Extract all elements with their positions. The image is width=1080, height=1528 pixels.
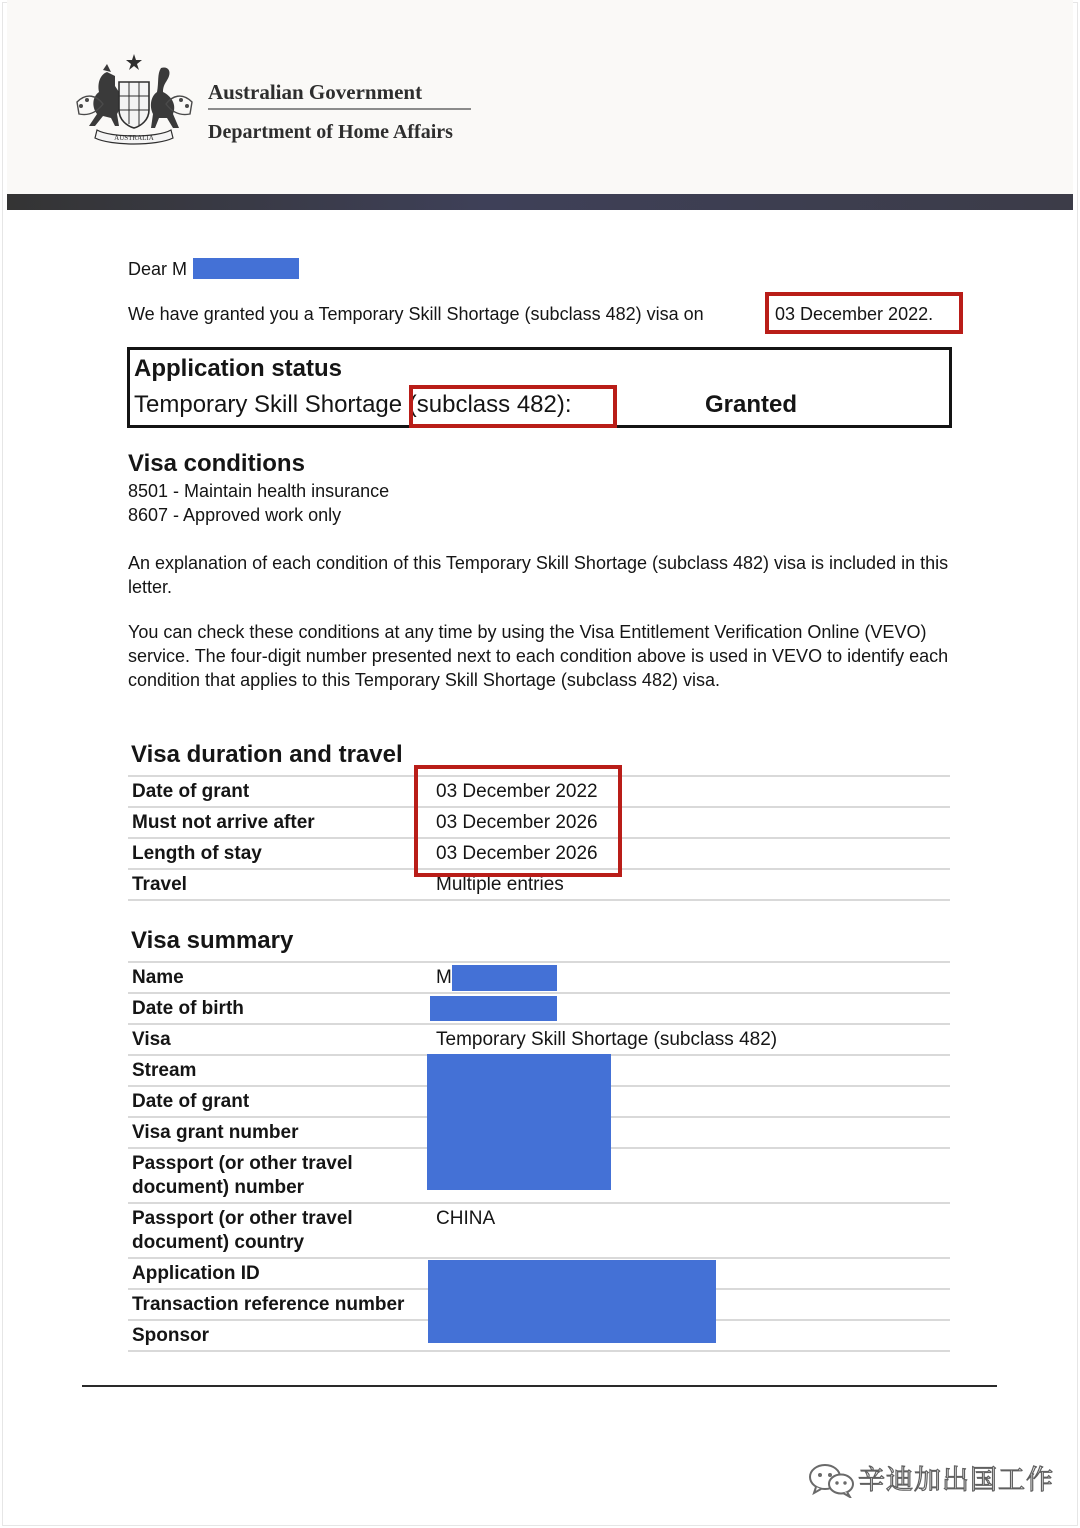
application-status-title: Application status [134, 355, 343, 382]
intro-text: We have granted you a Temporary Skill Shortage (subclass 482) visa on [128, 304, 704, 324]
crest-motto: AUSTRALIA [114, 134, 154, 142]
watermark [806, 1458, 1056, 1502]
row-label: Stream [132, 1060, 197, 1081]
row-label: Date of grant [132, 781, 250, 802]
table-row [128, 1202, 950, 1257]
conditions-explanation: An explanation of each condition of this Temporary Skill Shortage (subclass 482) visa is included in this letter. [128, 553, 949, 597]
watermark-text: 辛迪加出国工作 [858, 1465, 1054, 1495]
australian-coat-of-arms-icon [67, 52, 202, 148]
table-end-rule [128, 1350, 950, 1352]
highlight-intro-date [765, 292, 963, 334]
wechat-icon [806, 1462, 856, 1498]
row-label: Must not arrive after [132, 812, 315, 833]
highlight-duration-dates [414, 765, 622, 877]
vevo-paragraph: You can check these conditions at any time by using the Visa Entitlement Verification Online (VEVO) service. The four-digit number presented next to each condition above is used in VEVO to identify each condition that applies to this Temporary Skill Shortage (subclass 482) visa. [128, 622, 949, 690]
row-label: Passport (or other travel document) number [132, 1153, 353, 1198]
redaction-name [193, 258, 299, 279]
row-label: Name [132, 967, 184, 988]
table-row [128, 1023, 950, 1054]
department-name: Department of Home Affairs [208, 121, 453, 143]
row-label: Visa [132, 1029, 171, 1050]
table-end-rule [128, 899, 950, 901]
row-value: M [436, 967, 452, 988]
letterhead [7, 0, 1073, 196]
row-value: Temporary Skill Shortage (subclass 482) [436, 1029, 778, 1050]
row-label: Length of stay [132, 843, 262, 864]
agency-name: Australian Government [208, 80, 423, 104]
row-value: 03 December 2026 [436, 843, 598, 864]
row-label: Visa grant number [132, 1122, 299, 1143]
condition-8607: 8607 - Approved work only [128, 505, 342, 525]
footer-rule [82, 1385, 997, 1387]
condition-8501: 8501 - Maintain health insurance [128, 481, 390, 501]
header-bar [7, 194, 1073, 210]
redaction-summary-name [452, 965, 557, 991]
row-label: Date of birth [132, 998, 244, 1019]
intro-date: 03 December 2022. [775, 304, 934, 324]
application-status-result: Granted [705, 391, 798, 418]
row-label: Application ID [132, 1263, 260, 1284]
redaction-stream-grant-passport [427, 1054, 611, 1190]
agency-block [208, 78, 473, 146]
row-label: Transaction reference number [132, 1294, 405, 1315]
row-value: Multiple entries [436, 874, 564, 895]
row-label: Date of grant [132, 1091, 250, 1112]
redaction-application-sponsor [428, 1260, 716, 1343]
row-label: Travel [132, 874, 187, 895]
row-label: Passport (or other travel document) country [132, 1208, 353, 1253]
visa-summary-title: Visa summary [131, 927, 294, 954]
agency-divider [208, 108, 471, 110]
row-label: Sponsor [132, 1325, 210, 1346]
redaction-date-of-birth [430, 996, 557, 1021]
visa-conditions-title: Visa conditions [128, 450, 305, 477]
greeting: Dear M [128, 259, 188, 279]
highlight-subclass [409, 385, 617, 428]
application-status-visa: Temporary Skill Shortage (subclass 482): [134, 391, 572, 418]
row-value: CHINA [436, 1208, 496, 1229]
row-value: 03 December 2026 [436, 812, 598, 833]
row-value: 03 December 2022 [436, 781, 598, 802]
visa-duration-title: Visa duration and travel [131, 741, 403, 768]
